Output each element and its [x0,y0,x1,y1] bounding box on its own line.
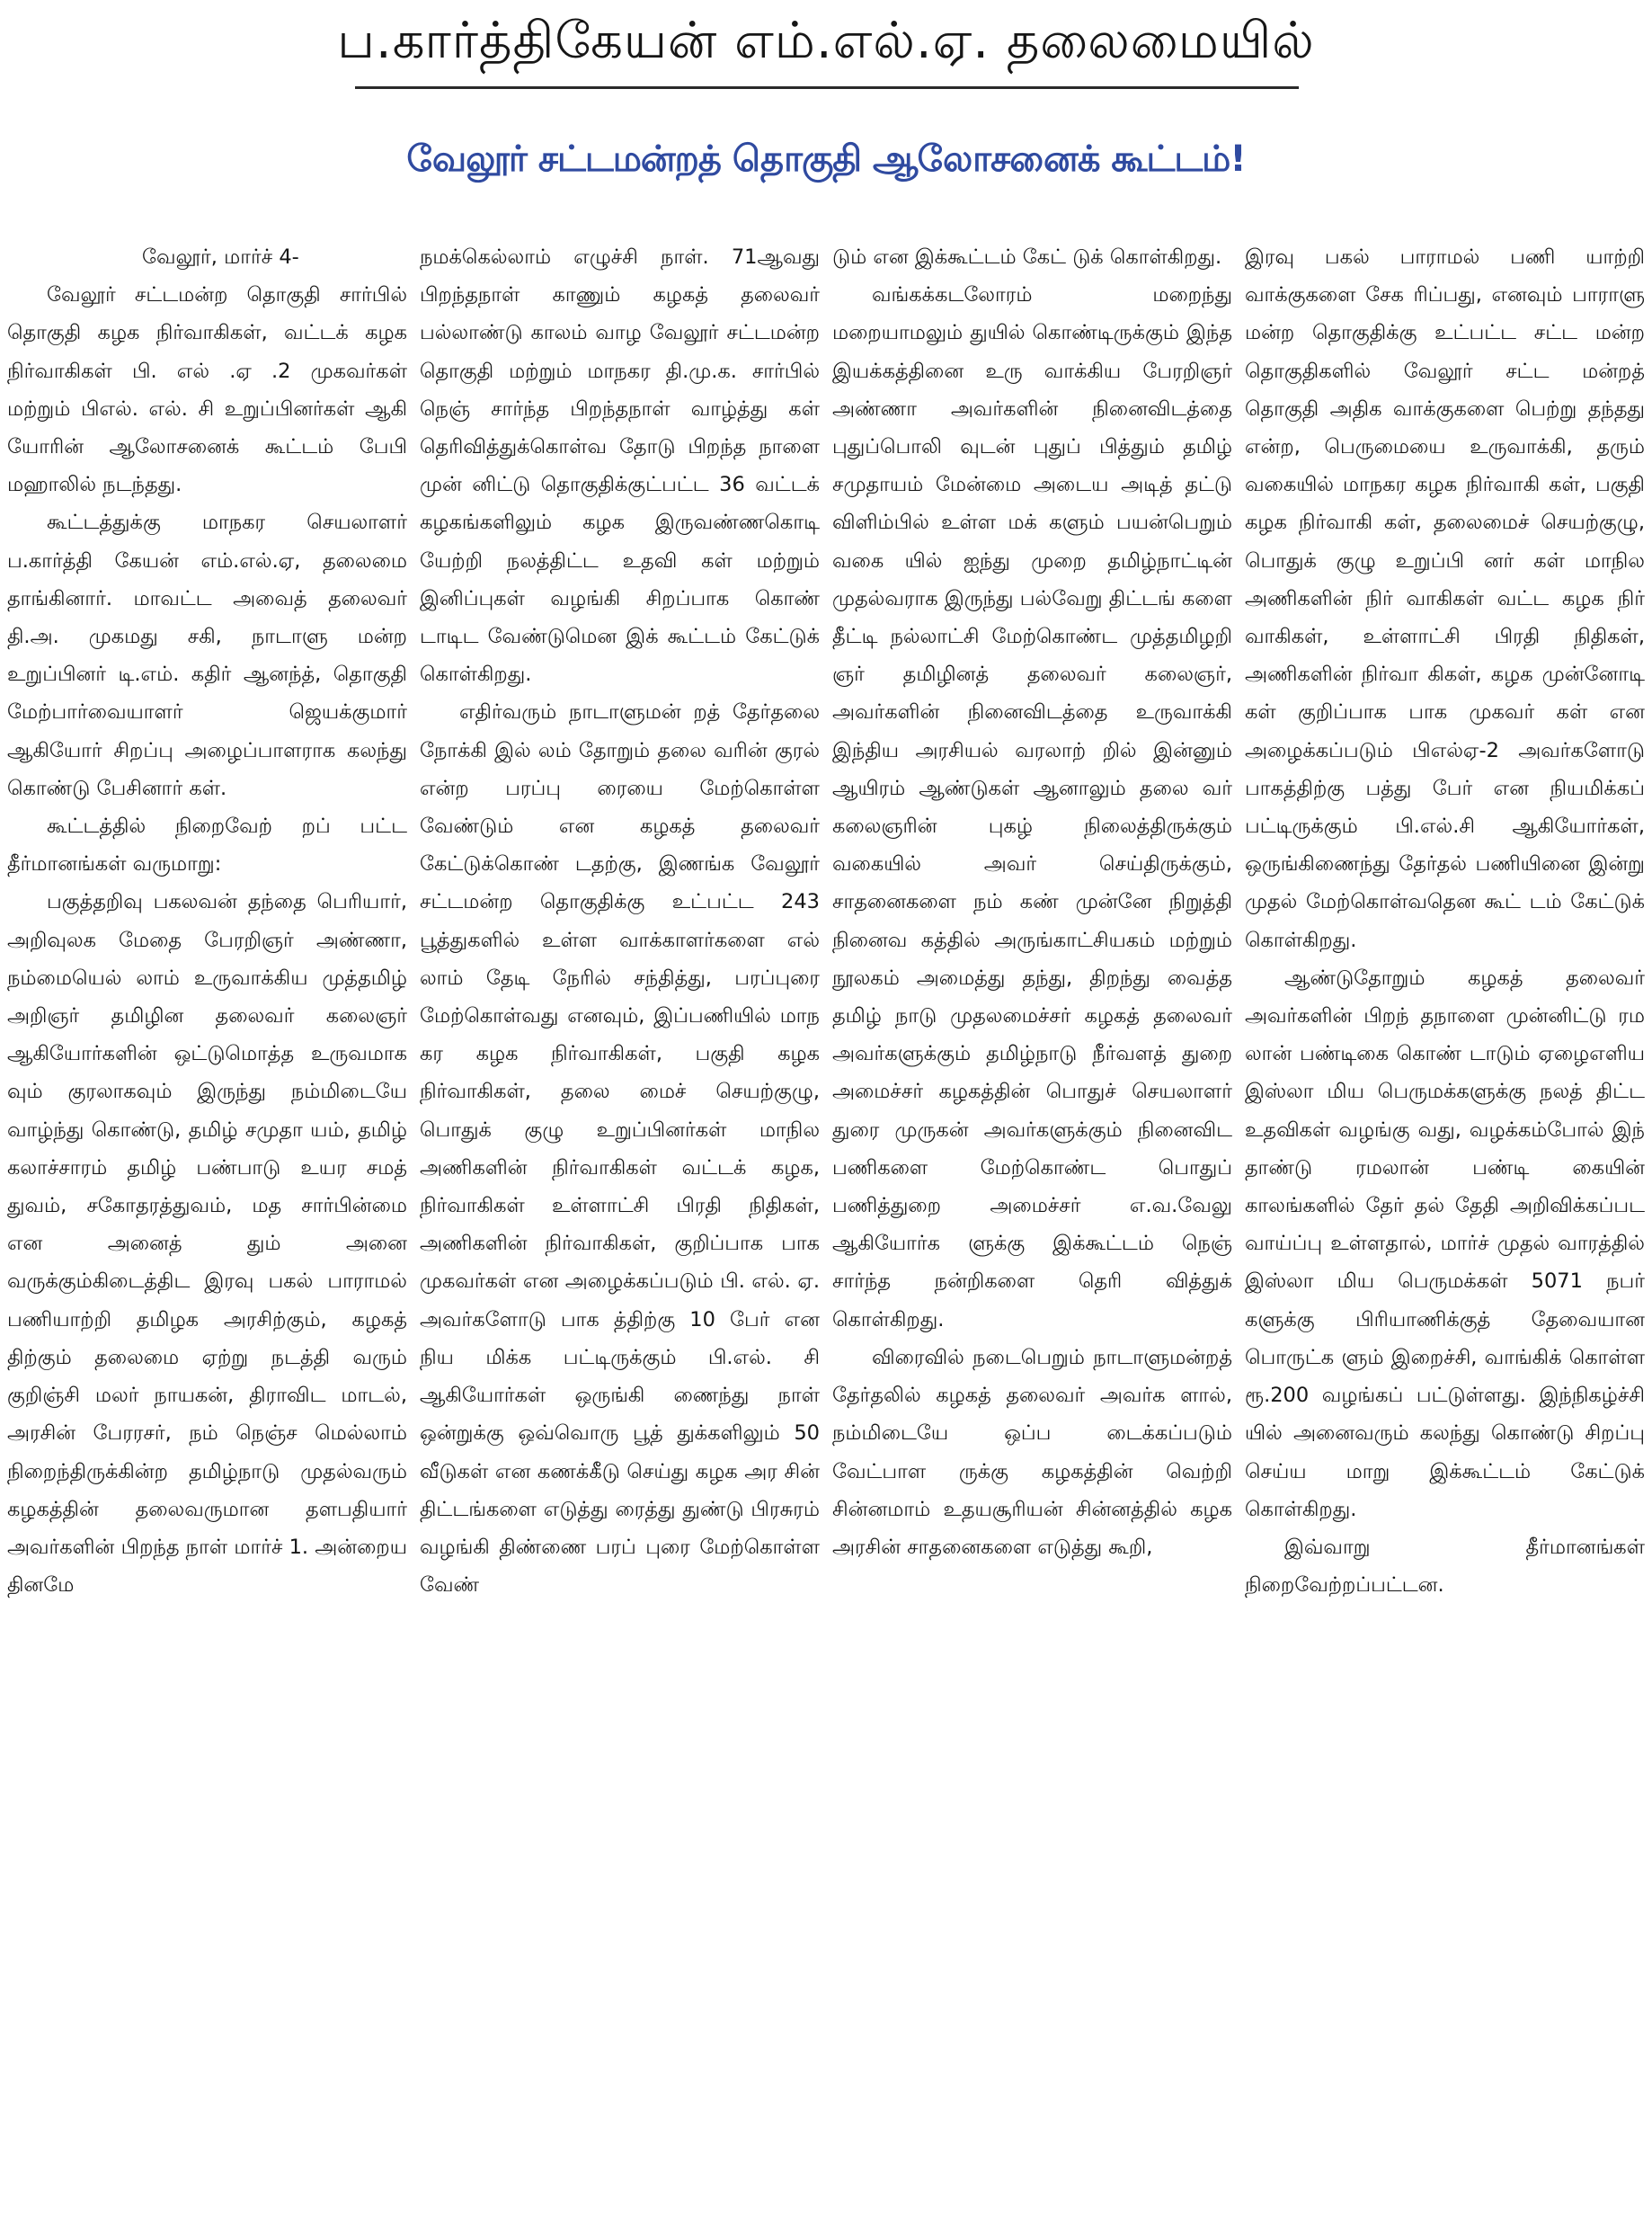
closing-line: இவ்வாறு தீர்மானங்கள் நிறைவேற்றப்பட்டன. [1245,1535,1645,1598]
paragraph: இரவு பகல் பாராமல் பணி யாற்றி வாக்குகளை சேக ரிப்பது, எனவும் பாராளு மன்ற தொகுதிக்கு உட்பட்ட சட்ட மன்ற தொகுதிகளில் வேலூர் சட்ட மன்றத் தொகுதி அதிக வாக்குகளை பெற்று தந்தது என்ற, பெருமையை உருவாக்கி, தரும் வகையில் மாநகர கழக நிர்வாகி கள், பகுதி கழக நிர்வாகி கள், தலைமைச் செயற்குழு, பொதுக் குழு உறுப்பி னர் கள் மாநில அணிகளின் நிர் வாகிகள் வட்ட கழக நிர் வாகிகள், உள்ளாட்சி பிரதி நிதிகள், அணிகளின் நிர்வா கிகள், கழக முன்னோடி கள் குறிப்பாக பாக முகவர் கள் என அழைக்கப்படும் பிஎல்ஏ-2 அவர்களோடு பாகத்திற்கு பத்து பேர் என நியமிக்கப் பட்டிருக்கும் பி.எல்.சி ஆகியோர்கள், ஒருங்கிணைந்து தேர்தல் பணியினை இன்று முதல் மேற்கொள்வதென கூட் டம் கேட்டுக் கொள்கிறது. [1245,245,1645,952]
paragraph: நமக்கெல்லாம் எழுச்சி நாள். 71ஆவது பிறந்தநாள் காணும் கழகத் தலைவர் பல்லாண்டு காலம் வாழ வேலூர் சட்டமன்ற தொகுதி மற்றும் மாநகர தி.மு.க. சார்பில் நெஞ் சார்ந்த பிறந்தநாள் வாழ்த்து கள் தெரிவித்துக்கொள்வ தோடு பிறந்த நாளை முன் னிட்டு தொகுதிக்குட்பட்ட 36 வட்டக் கழகங்களிலும் கழக இருவண்ணகொடி யேற்றி நலத்திட்ட உதவி கள் மற்றும் இனிப்புகள் வழங்கி சிறப்பாக கொண் டாடிட வேண்டுமென இக் கூட்டம் கேட்டுக் கொள்கிறது. [420,245,820,687]
article-body [7,238,1645,2230]
paragraph: கூட்டத்தில் நிறைவேற் றப் பட்ட தீர்மானங்கள் வருமாறு: [7,815,407,877]
paragraph: ஆண்டுதோறும் கழகத் தலைவர் அவர்களின் பிறந் தநாளை முன்னிட்டு ரம லான் பண்டிகை கொண் டாடும் ஏழைஎளிய இஸ்லா மிய பெருமக்களுக்கு நலத் திட்ட உதவிகள் வழங்கு வது, வழக்கம்போல் இந் தாண்டு ரமலான் பண்டி கையின் காலங்களில் தேர் தல் தேதி அறிவிக்கப்பட வாய்ப்பு உள்ளதால், மார்ச் முதல் வாரத்தில் இஸ்லா மிய பெருமக்கள் 5071 நபர் களுக்கு பிரியாணிக்குத் தேவையான பொருட்க ளும் இறைச்சி, வாங்கிக் கொள்ள ரூ.200 வழங்கப் பட்டுள்ளது. இந்நிகழ்ச்சி யில் அனைவரும் கலந்து கொண்டு சிறப்பு செய்ய மாறு இக்கூட்டம் கேட்டுக் கொள்கிறது. [1245,966,1645,1521]
kicker-line: ப.கார்த்திகேயன் எம்.எல்.ஏ. தலைமையில் [337,12,1315,70]
kicker-underline [355,86,1299,89]
paragraph: வங்கக்கடலோரம் மறைந்து மறையாமலும் துயில் கொண்டிருக்கும் இந்த இயக்கத்தினை உரு வாக்கிய பேரறிஞர் அண்ணா அவர்களின் நினைவிடத்தை புதுப்பொலி வுடன் புதுப் பித்தும் தமிழ் சமுதாயம் மேன்மை அடைய அடித் தட்டு விளிம்பில் உள்ள மக் களும் பயன்பெறும் வகை யில் ஐந்து முறை தமிழ்நாட்டின் முதல்வராக இருந்து பல்வேறு திட்டங் களை தீட்டி நல்லாட்சி மேற்கொண்ட முத்தமிழறி ஞர் தமிழினத் தலைவர் கலைஞர், அவர்களின் நினைவிடத்தை உருவாக்கி இந்திய அரசியல் வரலாற் றில் இன்னும் ஆயிரம் ஆண்டுகள் ஆனாலும் தலை வர் கலைஞரின் புகழ் நிலைத்திருக்கும் வகையில் அவர் செய்திருக்கும், சாதனைகளை நம் கண் முன்னே நிறுத்தி நினைவ கத்தில் அருங்காட்சியகம் மற்றும் நூலகம் அமைத்து தந்து, திறந்து வைத்த தமிழ் நாடு முதலமைச்சர் கழகத் தலைவர் அவர்களுக்கும் தமிழ்நாடு நீர்வளத் துறை அமைச்சர் கழகத்தின் பொதுச் செயலாளர் துரை முருகன் அவர்களுக்கும் நினைவிட பணிகளை மேற்கொண்ட பொதுப் பணித்துறை அமைச்சர் எ.வ.வேலு ஆகியோர்க ளுக்கு இக்கூட்டம் நெஞ் சார்ந்த நன்றிகளை தெரி வித்துக் கொள்கிறது. [832,283,1232,1331]
paragraph: பகுத்தறிவு பகலவன் தந்தை பெரியார், அறிவுலக மேதை பேரறிஞர் அண்ணா, நம்மையெல் லாம் உருவாக்கிய முத்தமிழ் அறிஞர் தமிழின தலைவர் கலைஞர் ஆகியோர்களின் ஒட்டுமொத்த உருவமாக வும் குரலாகவும் இருந்து நம்மிடையே வாழ்ந்து கொண்டு, தமிழ் சமுதா யம், தமிழ் கலாச்சாரம் தமிழ் பண்பாடு உயர சமத் துவம், சகோதரத்துவம், மத சார்பின்மை என அனைத் தும் அனை வருக்கும்கிடைத்திட இரவு பகல் பாராமல் பணியாற்றி தமிழக அரசிற்கும், கழகத் திற்கும் தலைமை ஏற்று நடத்தி வரும் குறிஞ்சி மலர் நாயகன், திராவிட மாடல், அரசின் பேரரசர், நம் நெஞ்ச மெல்லாம் நிறைந்திருக்கின்ற தமிழ்நாடு முதல்வரும் கழகத்தின் தலைவருமான தளபதியார் அவர்களின் பிறந்த நாள் மார்ச் 1. அன்றைய தினமே [7,890,407,1598]
paragraph: விரைவில் நடைபெறும் நாடாளுமன்றத் தேர்தலில் கழகத் தலைவர் அவர்க ளால், நம்மிடையே ஒப்ப டைக்கப்படும் வேட்பாள ருக்கு கழகத்தின் வெற்றி சின்னமாம் உதயசூரியன் சின்னத்தில் கழக அரசின் சாதனைகளை எடுத்து கூறி, [832,1345,1232,1559]
dateline: வேலூர், மார்ச் 4- [142,245,299,269]
column-4 [1245,238,1645,2230]
paragraph: கூட்டத்துக்கு மாநகர செயலாளர் ப.கார்த்தி கேயன் எம்.எல்.ஏ, தலைமை தாங்கினார். மாவட்ட அவைத் தலைவர் தி.அ. முகமது சகி, நாடாளு மன்ற உறுப்பினர் டி.எம். கதிர் ஆனந்த், தொகுதி மேற்பார்வையாளர் ஜெயக்குமார் ஆகியோர் சிறப்பு அழைப்பாளராக கலந்து கொண்டு பேசினார் கள். [7,511,407,800]
paragraph: டும் என இக்கூட்டம் கேட் டுக் கொள்கிறது. [832,245,1222,269]
paragraph: எதிர்வரும் நாடாளுமன் றத் தேர்தலை நோக்கி இல் லம் தோறும் தலை வரின் குரல் என்ற பரப்பு ரையை மேற்கொள்ள வேண்டும் என கழகத் தலைவர் கேட்டுக்கொண் டதற்கு, இணங்க வேலூர் சட்டமன்ற தொகுதிக்கு உட்பட்ட 243 பூத்துகளில் உள்ள வாக்காளர்களை எல் லாம் தேடி நேரில் சந்தித்து, பரப்புரை மேற்கொள்வது எனவும், இப்பணியில் மாந கர கழக நிர்வாகிகள், பகுதி கழக நிர்வாகிகள், தலை மைச் செயற்குழு, பொதுக் குழு உறுப்பினர்கள் மாநில அணிகளின் நிர்வாகிகள் வட்டக் கழக, நிர்வாகிகள் உள்ளாட்சி பிரதி நிதிகள், அணிகளின் நிர்வாகிகள், குறிப்பாக பாக முகவர்கள் என அழைக்கப்படும் பி. எல். ஏ. அவர்களோடு பாக த்திற்கு 10 பேர் என நிய மிக்க பட்டிருக்கும் பி.எல். சி ஆகியோர்கள் ஒருங்கி ணைந்து நாள் ஒன்றுக்கு ஒவ்வொரு பூத் துக்களிலும் 50 வீடுகள் என கணக்கீடு செய்து கழக அர சின் திட்டங்களை எடுத்து ரைத்து துண்டு பிரசுரம் வழங்கி திண்ணை பரப் புரை மேற்கொள்ள வேண் [420,700,820,1598]
column-1 [7,238,407,2230]
column-2 [420,238,820,2230]
paragraph: வேலூர் சட்டமன்ற தொகுதி சார்பில் தொகுதி கழக நிர்வாகிகள், வட்டக் கழக நிர்வாகிகள் பி. எல் .ஏ .2 முகவர்கள் மற்றும் பிஎல். எல். சி உறுப்பினர்கள் ஆகி யோரின் ஆலோசனைக் கூட்டம் பேபி மஹாலில் நடந்தது. [7,283,407,497]
headline: வேலூர் சட்டமன்றத் தொகுதி ஆலோசனைக் கூட்டம்! [406,138,1246,180]
column-3 [832,238,1232,2230]
